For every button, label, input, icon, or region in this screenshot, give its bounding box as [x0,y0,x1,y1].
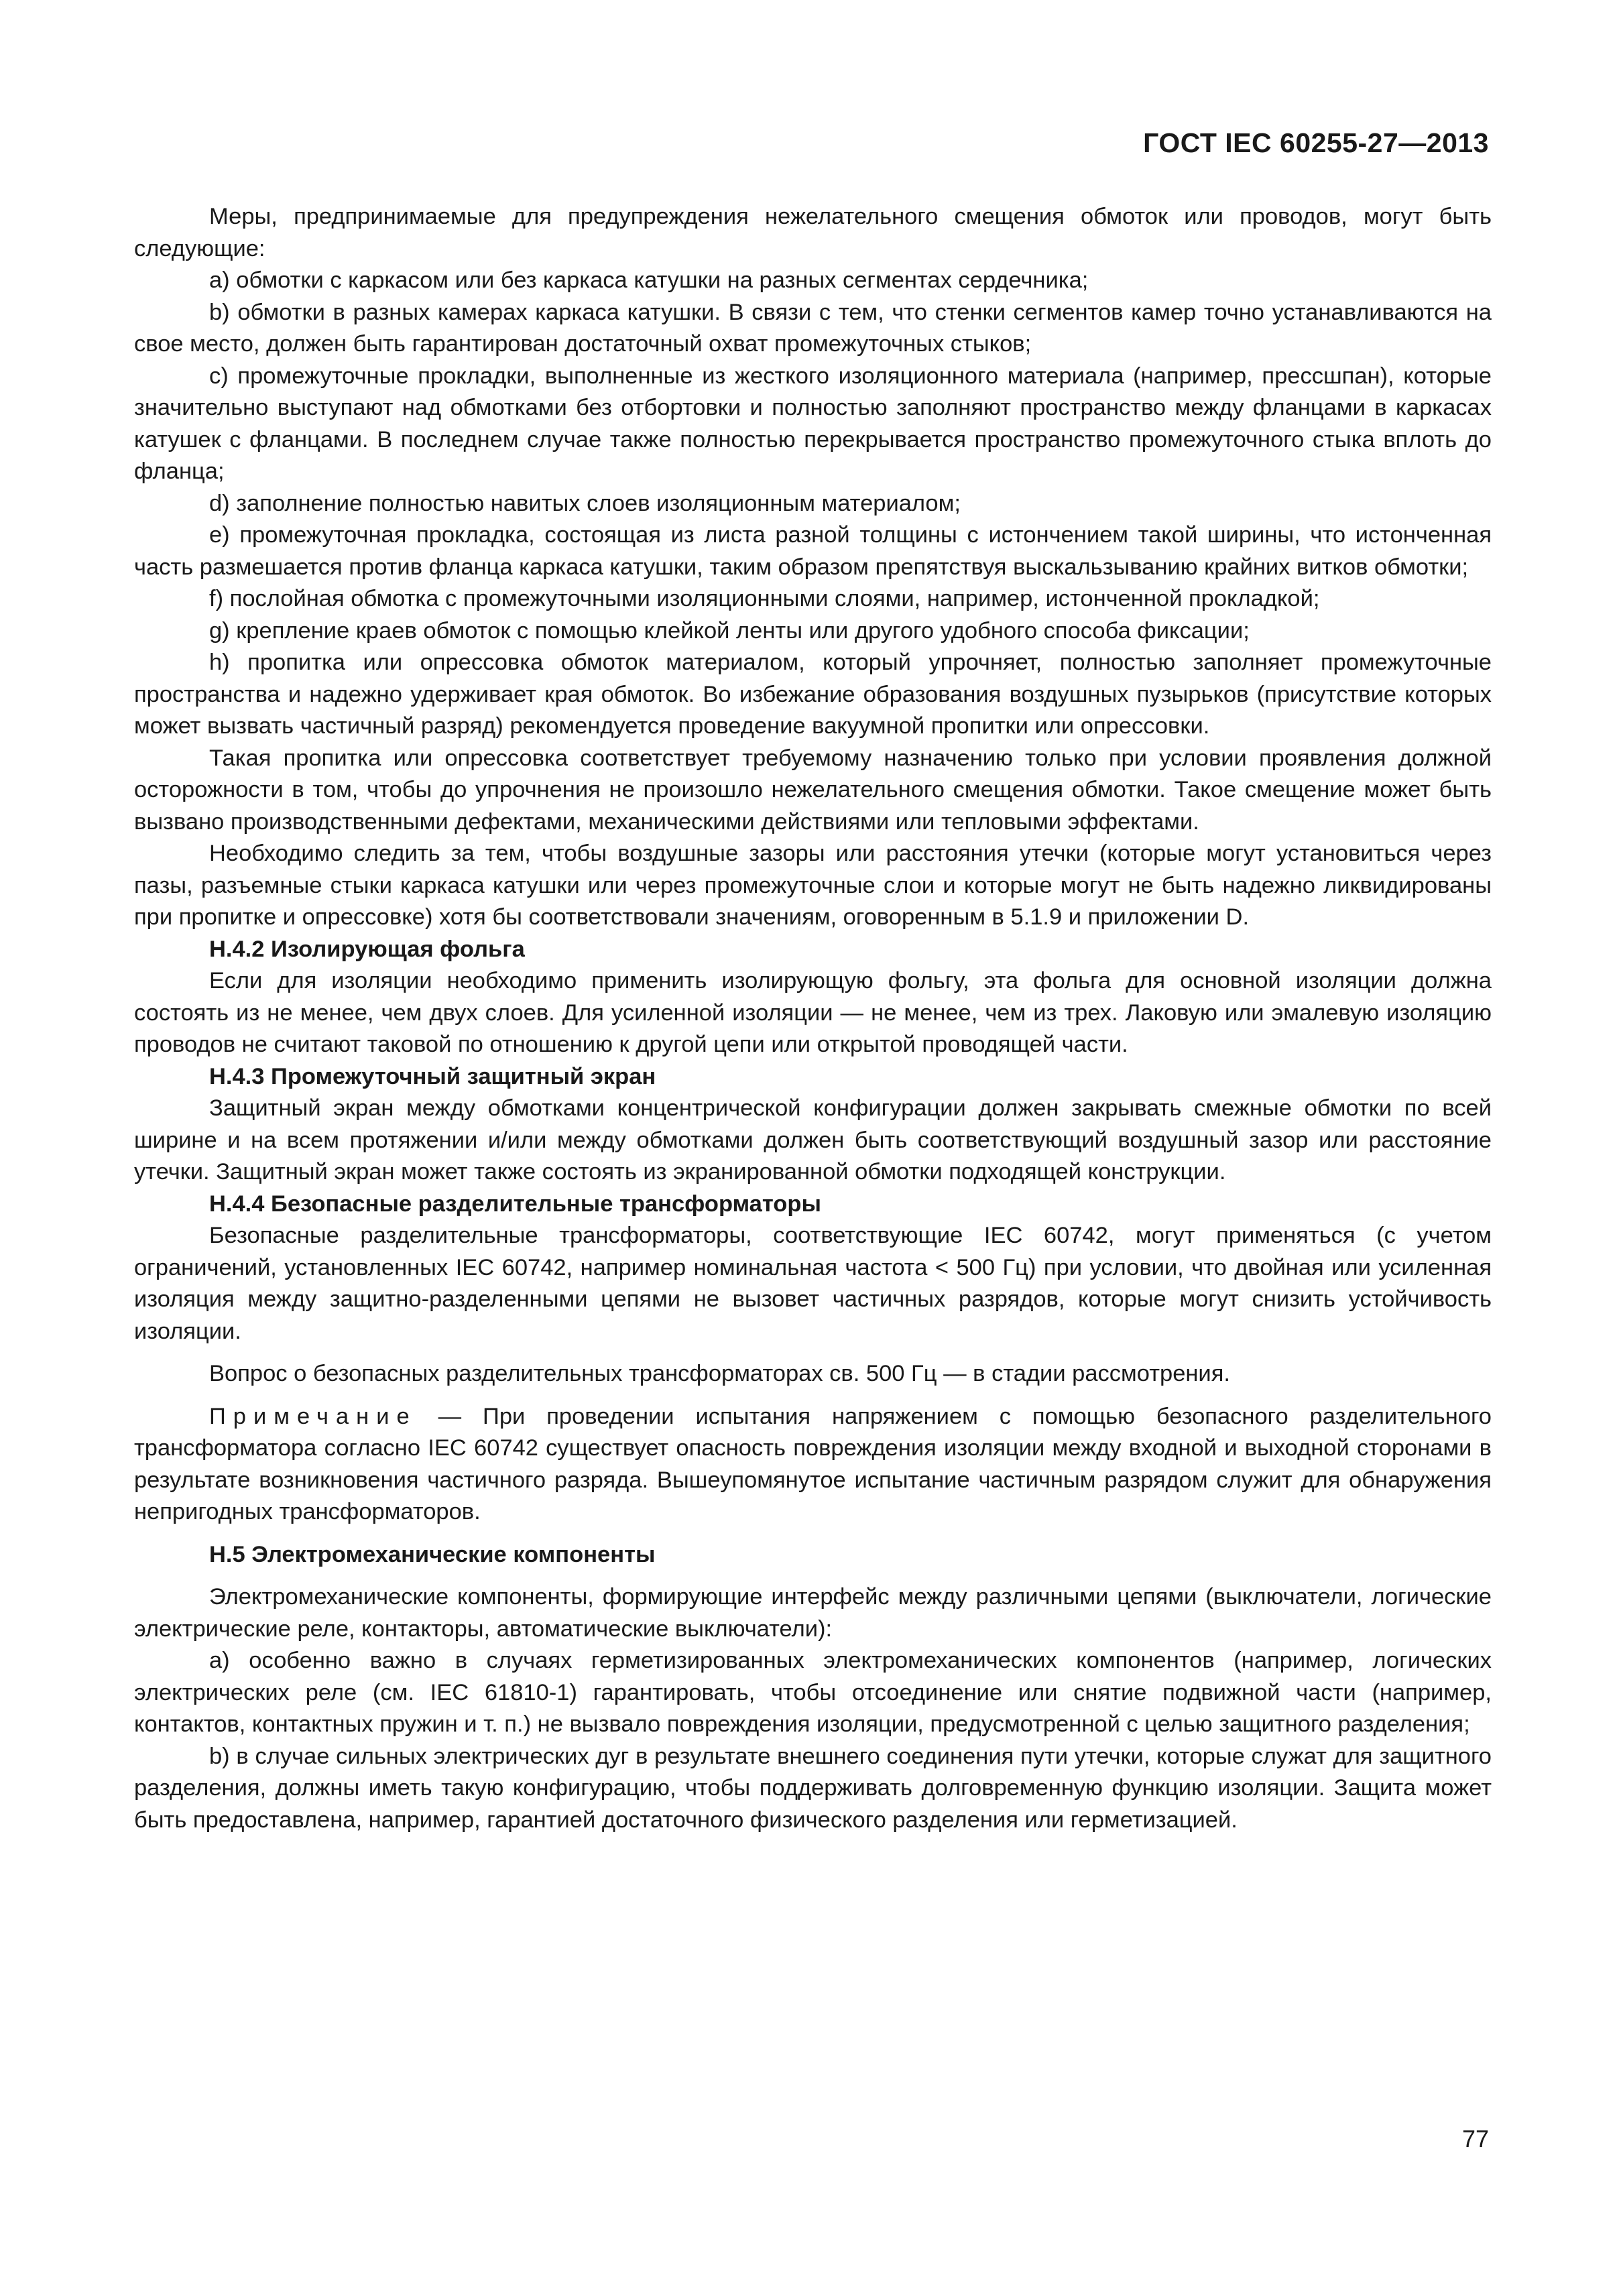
paragraph: Такая пропитка или опрессовка соответствует требуемому назначению только при условии проявления должной осторожности в том, чтобы до упрочнения не произошло нежелательного смещения обмотки. Такое смещение может быть вызвано производственными дефектами, механическими действиями или тепловыми эффектами. [134,745,1492,835]
list-item-a: a) особенно важно в случаях герметизированных электромеханических компонентов (например, логических электрических реле (см. IEC 61810-1) гарантировать, чтобы отсоединение или снятие подвижной части (например, контактов, контактных пружин и т. п.) не вызвало повреждения изоляции, предусмотренной с целью защитного разделения; [134,1648,1492,1737]
section-heading-h-4-2: H.4.2 Изолирующая фольга [209,936,525,962]
paragraph: Вопрос о безопасных разделительных трансформаторах св. 500 Гц — в стадии рассмотрения. [209,1361,1230,1386]
section-heading-h-4-4: H.4.4 Безопасные разделительные трансформаторы [209,1191,821,1217]
note-label: Примечание [209,1403,417,1429]
list-item-c: c) промежуточные прокладки, выполненные из жесткого изоляционного материала (например, прессшпан), которые значительно выступают над обмотками без отбортовки и полностью заполняют пространство между фланцами в каркасах катушек с фланцами. В последнем случае также полностью перекрывается пространство промежуточного стыка вплоть до фланца; [134,363,1492,484]
list-item-e: e) промежуточная прокладка, состоящая из листа разной толщины с истончением такой ширины, что истонченная часть размешается против фланца каркаса катушки, таким образом препятствуя выскальзыванию крайних витков обмотки; [134,522,1492,580]
section-heading-h-5: H.5 Электромеханические компоненты [209,1541,656,1567]
list-item-b: b) обмотки в разных камерах каркаса катушки. В связи с тем, что стенки сегментов камер точно устанавливаются на свое место, должен быть гарантирован достаточный охват промежуточных стыков; [134,299,1492,357]
list-item-d: d) заполнение полностью навитых слоев изоляционным материалом; [209,490,961,516]
note-text: — При проведении испытания напряжением с помощью безопасного разделительного трансформатора согласно IEC 60742 существует опасность повреждения изоляции между входной и выходной сторонами в результате возникновения частичного разряда. Вышеупомянутое испытание частичным разрядом служит для обнаружения непригодных трансформаторов. [134,1403,1492,1524]
document-body [134,201,1492,1836]
page-number: 77 [1461,2125,1489,2153]
section-heading-h-4-3: H.4.3 Промежуточный защитный экран [209,1063,656,1089]
list-item-a: a) обмотки с каркасом или без каркаса катушки на разных сегментах сердечника; [209,267,1089,293]
list-item-h: h) пропитка или опрессовка обмоток материалом, который упрочняет, полностью заполняет промежуточные пространства и надежно удерживает края обмоток. Во избежание образования воздушных пузырьков (присутствие которых может вызвать частичный разряд) рекомендуется проведение вакуумной пропитки или опрессовки. [134,650,1492,739]
list-item-f: f) послойная обмотка с промежуточными изоляционными слоями, например, истонченной прокладкой; [209,586,1320,611]
note-paragraph [134,1401,1492,1528]
document-code-header: ГОСТ IEC 60255-27—2013 [1143,127,1489,158]
paragraph: Если для изоляции необходимо применить изолирующую фольгу, эта фольга для основной изоляции должна состоять из не менее, чем двух слоев. Для усиленной изоляции — не менее, чем из трех. Лаковую или эмалевую изоляцию проводов не считают таковой по отношению к другой цепи или открытой проводящей части. [134,968,1492,1057]
paragraph: Меры, предпринимаемые для предупреждения нежелательного смещения обмоток или проводов, могут быть следующие: [134,204,1492,261]
list-item-g: g) крепление краев обмоток с помощью клейкой ленты или другого удобного способа фиксации; [209,617,1250,644]
paragraph: Электромеханические компоненты, формирующие интерфейс между различными цепями (выключатели, логические электрические реле, контакторы, автоматические выключатели): [134,1584,1492,1642]
paragraph: Защитный экран между обмотками концентрической конфигурации должен закрывать смежные обмотки по всей ширине и на всем протяжении и/или между обмотками должен быть соответствующий воздушный зазор или расстояние утечки. Защитный экран может также состоять из экранированной обмотки подходящей конструкции. [134,1095,1492,1185]
list-item-b: b) в случае сильных электрических дуг в результате внешнего соединения пути утечки, которые служат для защитного разделения, должны иметь такую конфигурацию, чтобы поддерживать долговременную функцию изоляции. Защита может быть предоставлена, например, гарантией достаточного физического разделения или герметизацией. [134,1743,1492,1833]
paragraph: Необходимо следить за тем, чтобы воздушные зазоры или расстояния утечки (которые могут установиться через пазы, разъемные стыки каркаса катушки или через промежуточные слои и которые могут не быть надежно ликвидированы при пропитке и опрессовке) хотя бы соответствовали значениям, оговоренным в 5.1.9 и приложении D. [134,841,1492,930]
paragraph: Безопасные разделительные трансформаторы, соответствующие IEC 60742, могут применяться (с учетом ограничений, установленных IEC 60742, например номинальная частота < 500 Гц) при условии, что двойная или усиленная изоляция между защитно-разделенными цепями не вызовет частичных разрядов, которые могут снизить устойчивость изоляции. [134,1223,1492,1344]
